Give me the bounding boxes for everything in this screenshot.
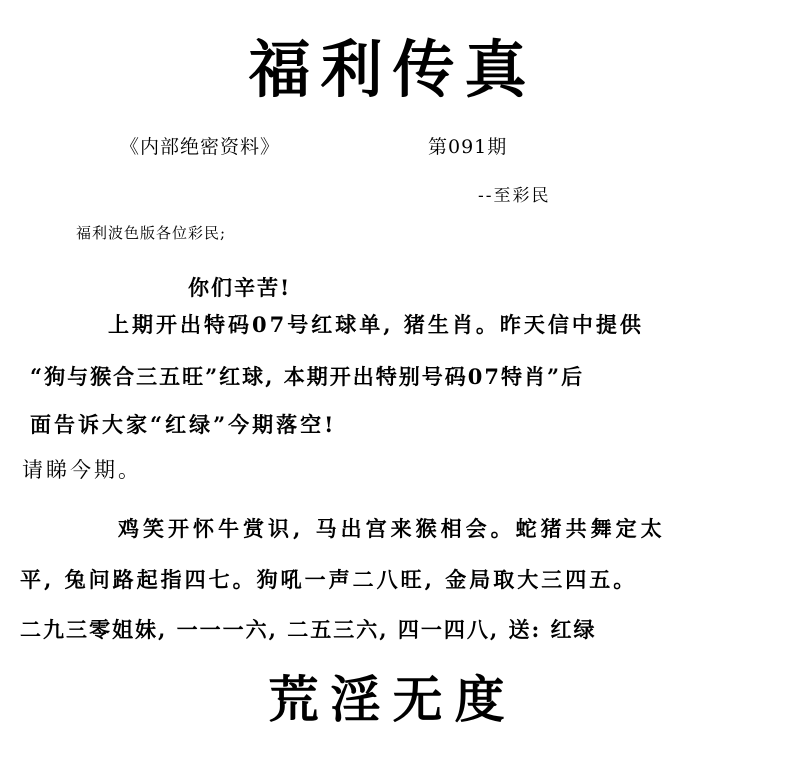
- body-line-2: “狗与猴合三五旺”红球, 本期开出特别号码07特肖”后: [30, 364, 585, 389]
- poem-line-1: 鸡笑开怀牛赏识, 马出宫来猴相会。蛇猪共舞定太: [118, 516, 666, 541]
- document-title: 福利传真: [248, 33, 537, 106]
- confidential-subtitle: 《内部绝密资料》: [120, 136, 281, 158]
- footer-title: 荒淫无度: [268, 670, 517, 729]
- thanks-line: 你们辛苦!: [188, 275, 292, 300]
- issue-number: 第091期: [428, 136, 508, 158]
- recipient-line: --至彩民: [478, 186, 551, 206]
- greeting: 福利波色版各位彩民;: [76, 224, 227, 242]
- poem-line-2: 平, 兔问路起指四七。狗吼一声二八旺, 金局取大三四五。: [20, 567, 638, 592]
- body-line-1: 上期开出特码07号红球单, 猪生肖。昨天信中提供: [108, 312, 644, 337]
- body-line-3: 面告诉大家“红绿”今期落空!: [30, 412, 337, 437]
- body-line-4: 请睇今期。: [22, 458, 142, 482]
- poem-line-3: 二九三零姐妹, 一一一六, 二五三六, 四一四八, 送: 红绿: [20, 617, 597, 642]
